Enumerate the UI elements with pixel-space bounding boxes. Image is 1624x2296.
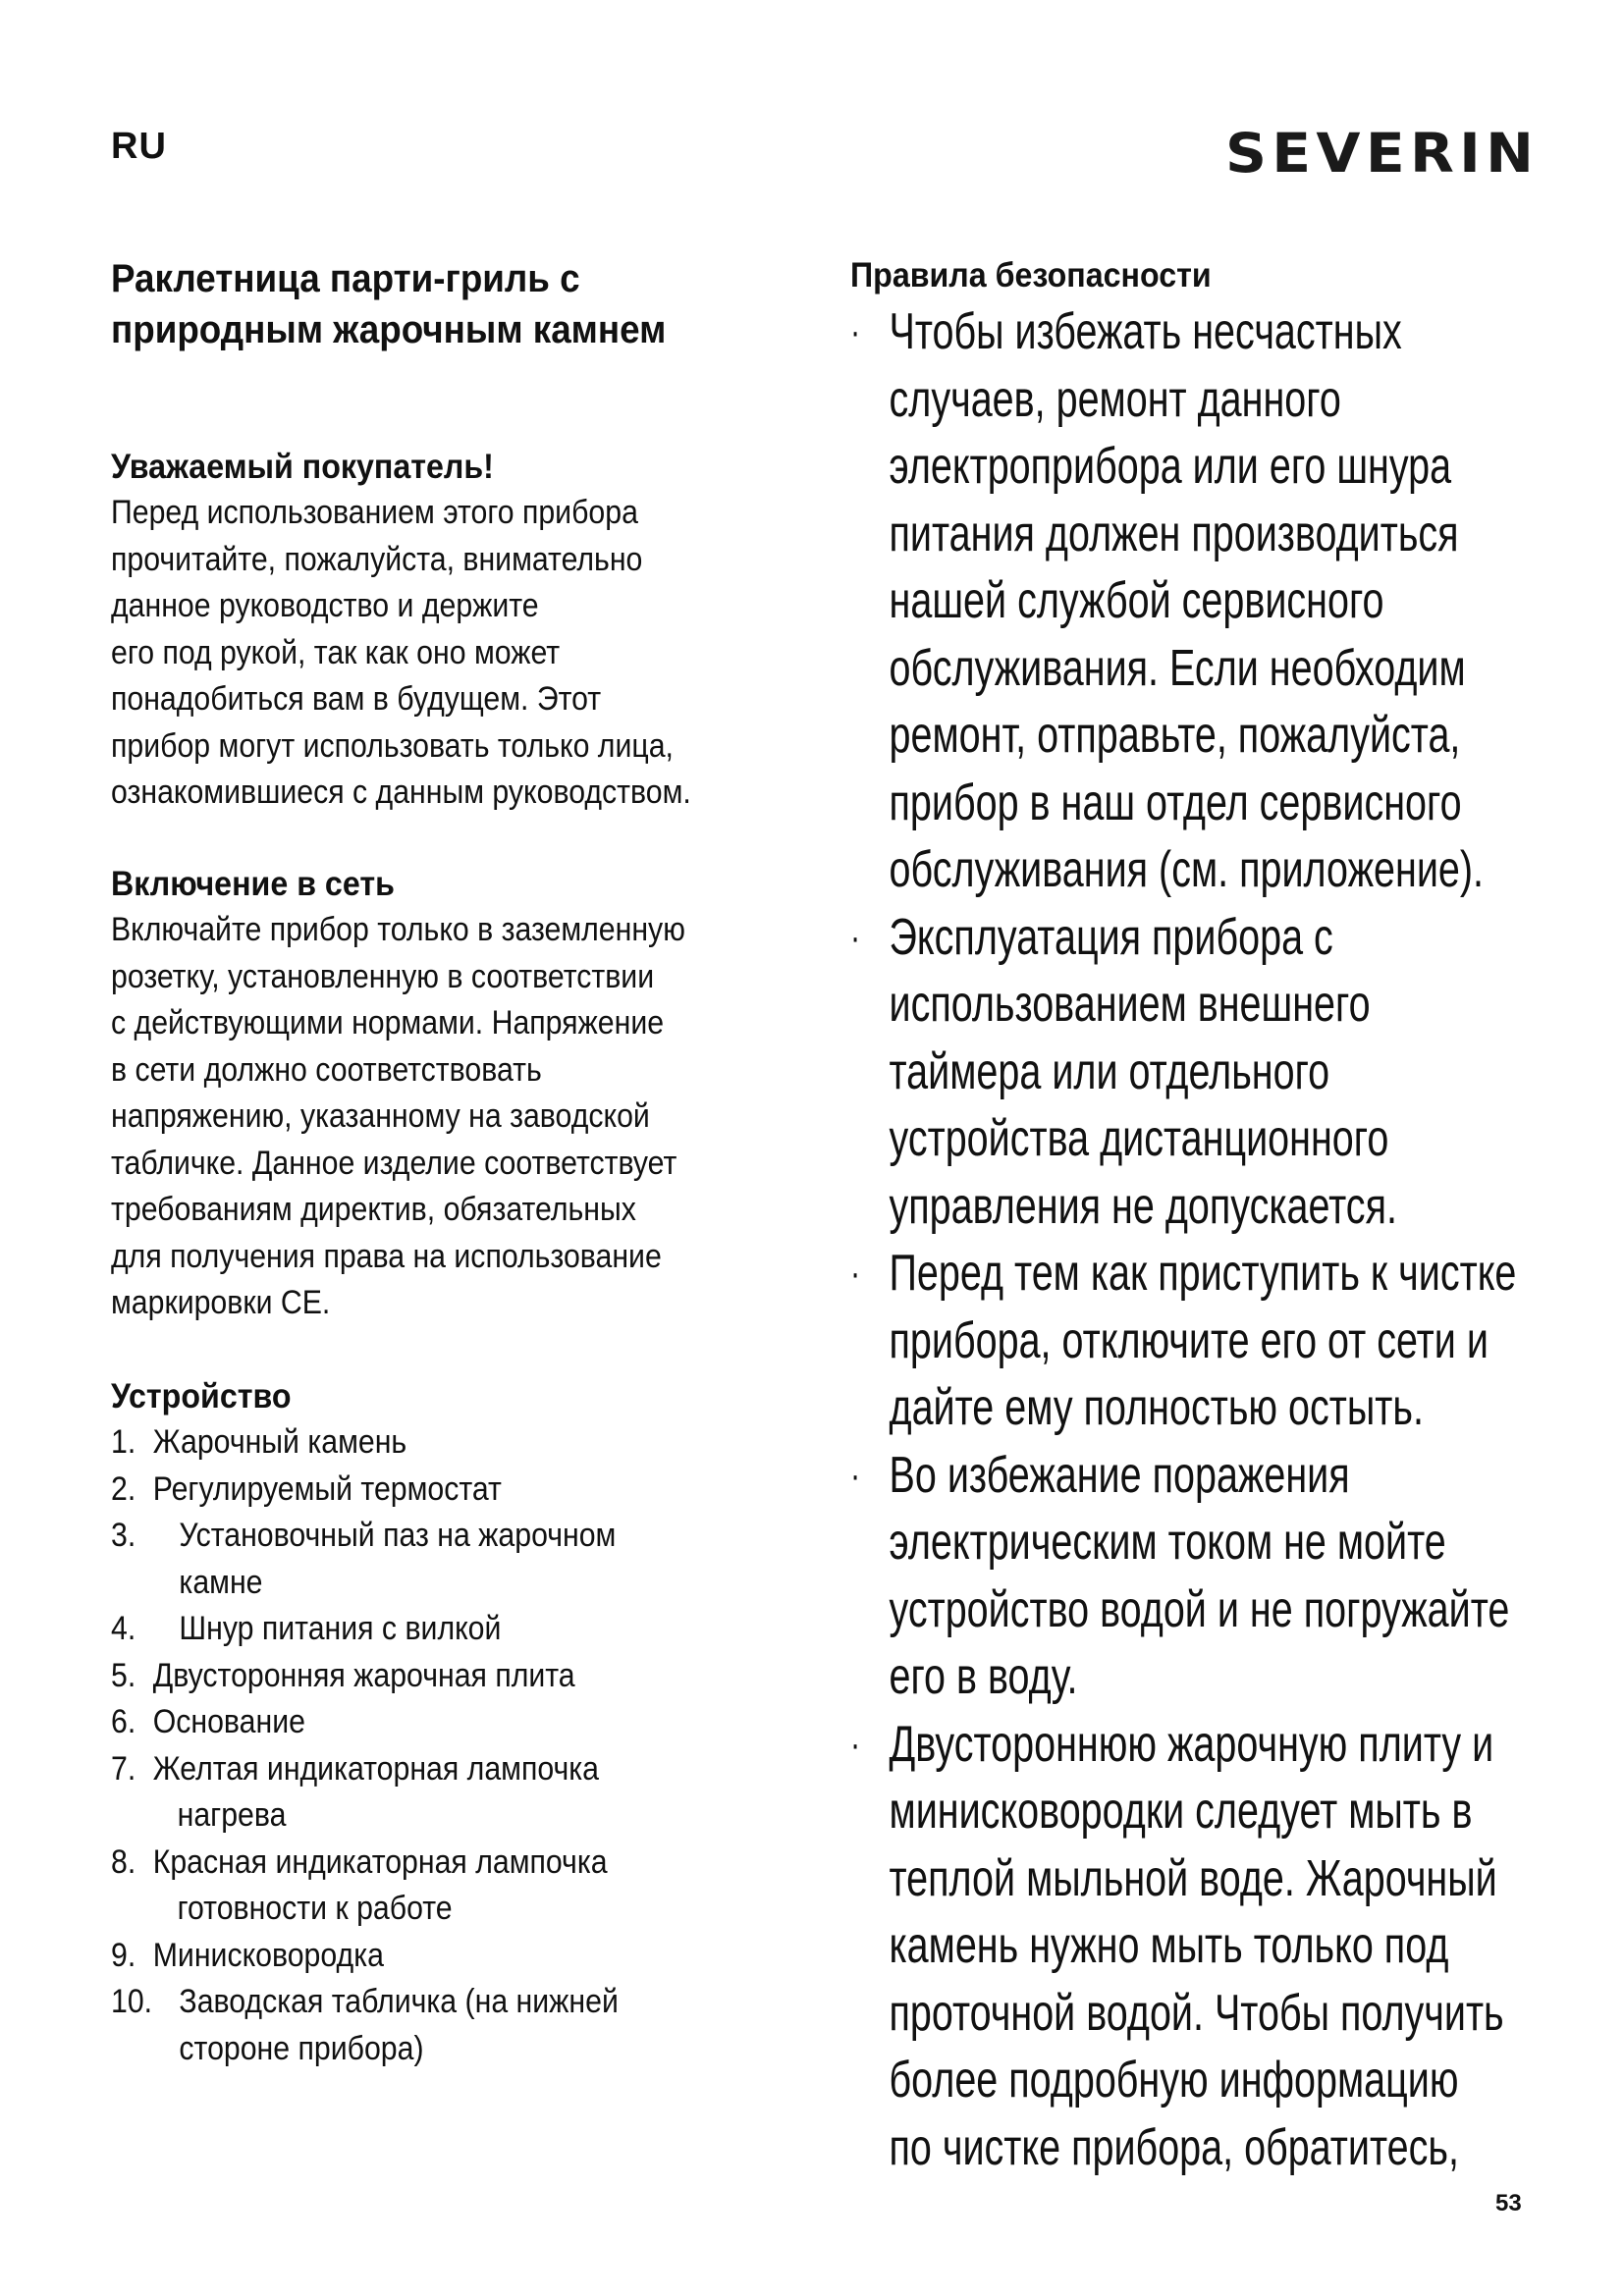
text-line: Перед использованием этого прибора	[111, 494, 638, 531]
text-line: Чтобы избежать несчастных	[889, 303, 1402, 360]
text-line: напряжению, указанному на заводской	[111, 1097, 650, 1135]
text-line: случаев, ремонт данного	[889, 370, 1341, 428]
text-line: проточной водой. Чтобы получить	[889, 1984, 1504, 2042]
bullet-icon: ·	[850, 1252, 861, 1295]
list-item	[850, 1711, 1504, 2182]
item-number: 10.	[111, 1983, 153, 2020]
text-line: для получения права на использование	[111, 1237, 662, 1275]
item-number: 6.	[111, 1703, 136, 1740]
page-title	[111, 253, 816, 355]
list-item	[111, 1840, 828, 1933]
device-heading: Устройство	[111, 1377, 292, 1415]
text-line: в сети должно соответствовать	[111, 1050, 542, 1089]
item-number: 1.	[111, 1423, 136, 1461]
text-line: розетку, установленную в соответствии	[111, 957, 655, 995]
text-line: устройство водой и не погружайте	[889, 1580, 1510, 1638]
text-line: его под рукой, так как оно может	[111, 633, 561, 671]
safety-section	[850, 253, 1538, 2176]
text-line: ознакомившиеся с данным руководством.	[111, 774, 691, 811]
item-text: Шнур питания с вилкой	[179, 1610, 502, 1647]
title-line: Раклетница парти-гриль с	[111, 257, 580, 300]
item-text: Основание	[152, 1703, 305, 1740]
text-line: камень нужно мыть только под	[889, 1917, 1449, 1974]
text-line: Перед тем как приступить к чистке	[889, 1245, 1517, 1302]
text-line: прибор в наш отдел сервисного	[889, 774, 1462, 831]
item-text: Регулируемый термостат	[152, 1469, 502, 1508]
device-parts-list	[111, 1419, 828, 2072]
item-number: 3.	[111, 1517, 136, 1554]
list-item	[111, 1467, 828, 1514]
list-item	[111, 1699, 828, 1746]
power-text	[111, 907, 819, 1327]
safety-list	[850, 298, 1517, 2181]
text-line: обслуживания (см. приложение).	[889, 841, 1485, 898]
text-line: использованием внешнего	[889, 976, 1371, 1033]
language-code: RU	[111, 126, 167, 167]
power-heading: Включение в сеть	[111, 865, 395, 903]
item-text: Установочный паз на жарочном камне	[179, 1517, 617, 1601]
list-item	[111, 1513, 828, 1606]
text-line: понадобиться вам в будущем. Этот	[111, 680, 602, 718]
device-section	[111, 1374, 916, 2072]
text-line: Эксплуатация прибора с	[889, 908, 1333, 966]
brand-logo: SEVERIN	[1225, 122, 1540, 185]
list-item	[111, 1653, 828, 1700]
text-line: данное руководство и держите	[111, 587, 539, 624]
item-text: Двусторонняя жарочная плита	[152, 1656, 575, 1694]
text-line: с действующими нормами. Напряжение	[111, 1004, 665, 1041]
text-line: ремонт, отправьте, пожалуйста,	[889, 707, 1461, 764]
item-text: Жарочный камень	[152, 1423, 407, 1461]
text-line: Включайте прибор только в заземленную	[111, 911, 685, 948]
page-number: 53	[1495, 2190, 1522, 2216]
text-line: нашей службой сервисного	[889, 572, 1384, 629]
list-item	[111, 1419, 828, 1467]
title-line: природным жарочным камнем	[111, 308, 667, 351]
text-line: табличке. Данное изделие соответствует	[111, 1144, 677, 1182]
bullet-icon: ·	[850, 1722, 861, 1766]
text-line: прочитайте, пожалуйста, внимательно	[111, 540, 643, 578]
greeting-heading: Уважаемый покупатель!	[111, 448, 494, 486]
text-line: теплой мыльной воде. Жарочный	[889, 1849, 1497, 1907]
text-line: электрическим током не мойте	[889, 1514, 1446, 1571]
text-line: его в воду.	[889, 1648, 1078, 1705]
text-line: маркировки CE.	[111, 1284, 331, 1321]
text-line: требованиям директив, обязательных	[111, 1191, 636, 1228]
list-item	[850, 904, 1418, 1241]
text-line: минисковородки следует мыть в	[889, 1783, 1473, 1840]
bullet-icon: ·	[850, 310, 861, 353]
item-number: 8.	[111, 1842, 136, 1881]
text-line: прибор могут использовать только лица,	[111, 726, 674, 765]
greeting-text	[111, 490, 819, 817]
list-item	[111, 1979, 828, 2072]
text-line: электроприбора или его шнура	[889, 438, 1452, 495]
bullet-icon: ·	[850, 1453, 861, 1497]
text-line: таймера или отдельного	[889, 1042, 1330, 1100]
list-item	[850, 1240, 1517, 1442]
bullet-icon: ·	[850, 915, 861, 959]
item-text: Желтая индикаторная лампочка нагрева	[152, 1749, 600, 1834]
greeting-section	[111, 445, 906, 817]
text-line: по чистке прибора, обратитесь,	[889, 2118, 1459, 2176]
title-block	[111, 253, 818, 355]
list-item	[850, 1442, 1510, 1711]
text-line: Во избежание поражения	[889, 1446, 1350, 1504]
item-number: 5.	[111, 1656, 136, 1694]
text-line: обслуживания. Если необходим	[889, 639, 1466, 697]
item-number: 7.	[111, 1749, 136, 1788]
text-line: Двустороннюю жарочную плиту и	[889, 1715, 1494, 1773]
list-item	[111, 1933, 828, 1980]
text-line: питания должен производиться	[889, 505, 1459, 562]
list-item	[111, 1606, 828, 1653]
text-line: дайте ему полностью остыть.	[889, 1379, 1424, 1436]
text-line: более подробную информацию	[889, 2052, 1459, 2109]
safety-heading: Правила безопасности	[850, 256, 1212, 294]
item-text: Красная индикаторная лампочка готовности к работе	[152, 1842, 608, 1927]
text-line: управления не допускается.	[889, 1177, 1397, 1235]
item-number: 4.	[111, 1610, 136, 1647]
list-item	[111, 1746, 828, 1840]
power-section	[111, 862, 906, 1327]
text-line: устройства дистанционного	[889, 1110, 1389, 1167]
item-number: 2.	[111, 1469, 136, 1508]
list-item	[850, 298, 1485, 904]
item-text: Заводская табличка (на нижней стороне прибора)	[179, 1983, 619, 2067]
item-text: Минисковородка	[152, 1936, 384, 1974]
item-number: 9.	[111, 1936, 136, 1974]
text-line: прибора, отключите его от сети и	[889, 1311, 1489, 1369]
